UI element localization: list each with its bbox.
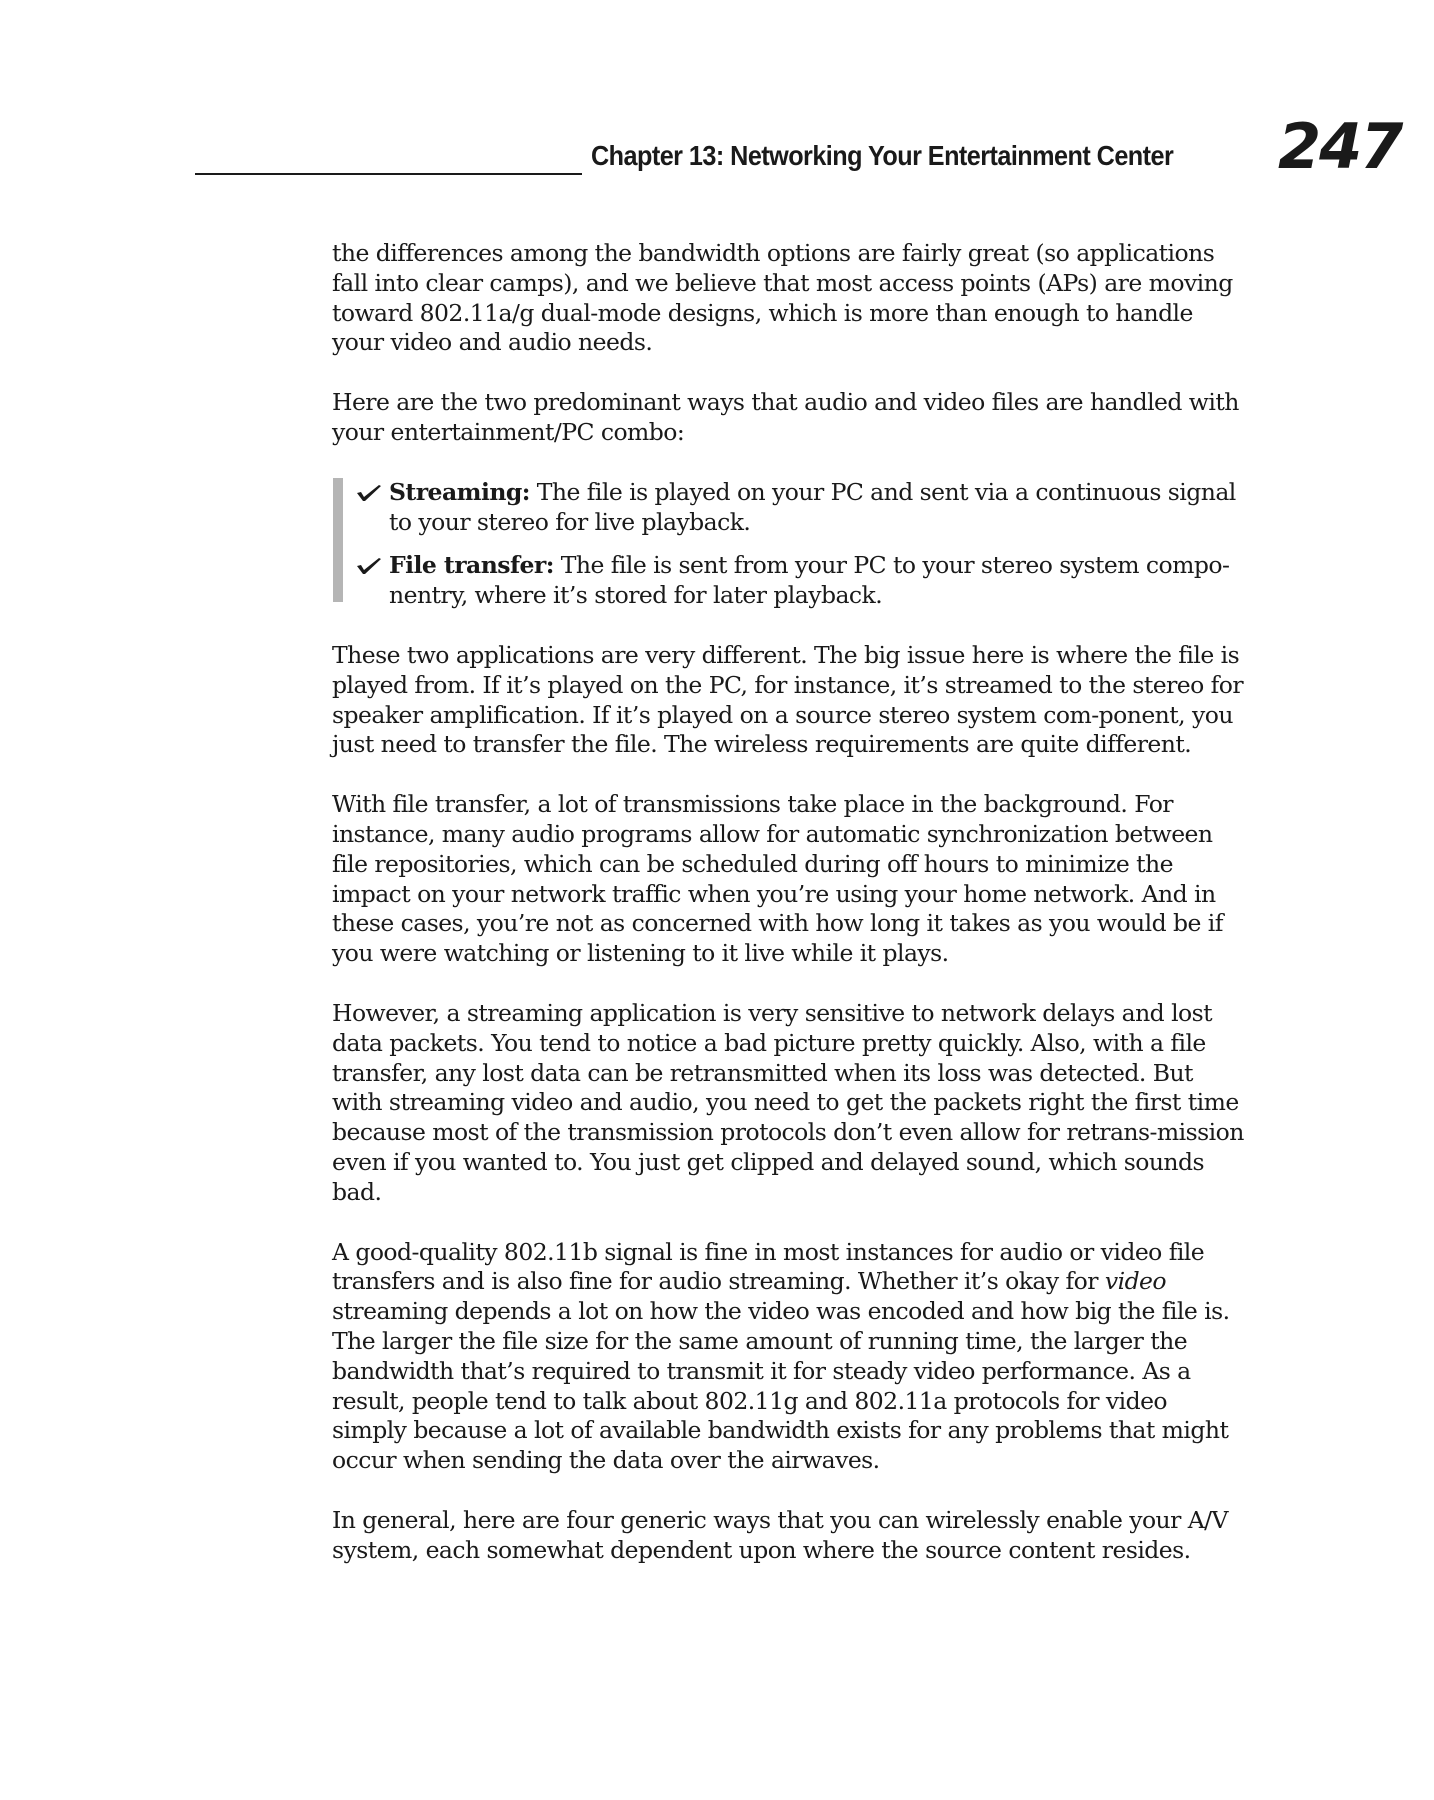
paragraph: With file transfer, a lot of transmissions take place in the background. For instance, many audio programs allow for automatic synchronization between file repositories, which can be scheduled during off hours to minimize the impact on your network traffic when you’re using your home network. And in these cases, you’re not as concerned with how long it takes as you would be if you were watching or listening to it live while it plays. bbox=[332, 790, 1223, 968]
page-number: 247 bbox=[1278, 110, 1402, 183]
paragraph-text: streaming depends a lot on how the video was encoded and how big the file is. The larger the file size for the same amount of running time, the larger the bandwidth that’s required to transmit it for steady video performance. As a result, people tend to talk about 802.11g and 802.11a protocols for video simply because a lot of available bandwidth exists for any problems that might occur when sending the data over the airwaves. bbox=[332, 1297, 1230, 1475]
bullet-text: The file is played on your PC and sent via a continuous signal to your stereo for live playback. bbox=[389, 477, 1236, 536]
body-text bbox=[332, 239, 1248, 1595]
header-rule bbox=[195, 173, 582, 175]
paragraph bbox=[332, 1238, 1248, 1476]
paragraph: These two applications are very different. The big issue here is where the file is played from. If it’s played on the PC, for instance, it’s streamed to the stereo for speaker amplification. If it’s played on a source stereo system com-ponent, you just need to transfer the file. The wireless requirements are quite different. bbox=[332, 640, 1244, 759]
list-item bbox=[332, 478, 1248, 538]
emphasis-text: video bbox=[1104, 1267, 1167, 1296]
list-item bbox=[332, 551, 1248, 611]
running-head: Chapter 13: Networking Your Entertainment Center bbox=[591, 140, 1174, 171]
checkmark-icon bbox=[356, 482, 382, 502]
bullet-term: File transfer: bbox=[389, 551, 554, 580]
paragraph: the differences among the bandwidth options are fairly great (so applications fall into clear camps), and we believe that most access points (APs) are moving toward 802.11a/g dual-mode designs, which is more than enough to handle your video and audio needs. bbox=[332, 239, 1233, 357]
paragraph: In general, here are four generic ways that you can wirelessly enable your A/V system, each somewhat dependent upon where the source content resides. bbox=[332, 1505, 1228, 1564]
bullet-list bbox=[332, 478, 1248, 611]
checkmark-icon bbox=[356, 555, 382, 575]
bullet-text: The file is sent from your PC to your stereo system compo-nentry, where it’s stored for later playback. bbox=[389, 551, 1230, 610]
paragraph: However, a streaming application is very sensitive to network delays and lost data packets. You tend to notice a bad picture pretty quickly. Also, with a file transfer, any lost data can be retransmitted when its loss was detected. But with streaming video and audio, you need to get the packets right the first time because most of the transmission protocols don’t even allow for retrans-mission even if you wanted to. You just get clipped and delayed sound, which sounds bad. bbox=[332, 998, 1244, 1206]
paragraph: Here are the two predominant ways that audio and video files are handled with your entertainment/PC combo: bbox=[332, 388, 1239, 446]
bullet-term: Streaming: bbox=[389, 477, 530, 506]
paragraph-text: A good-quality 802.11b signal is fine in most instances for audio or video file transfers and is also fine for audio streaming. Whether it’s okay for bbox=[332, 1237, 1205, 1296]
